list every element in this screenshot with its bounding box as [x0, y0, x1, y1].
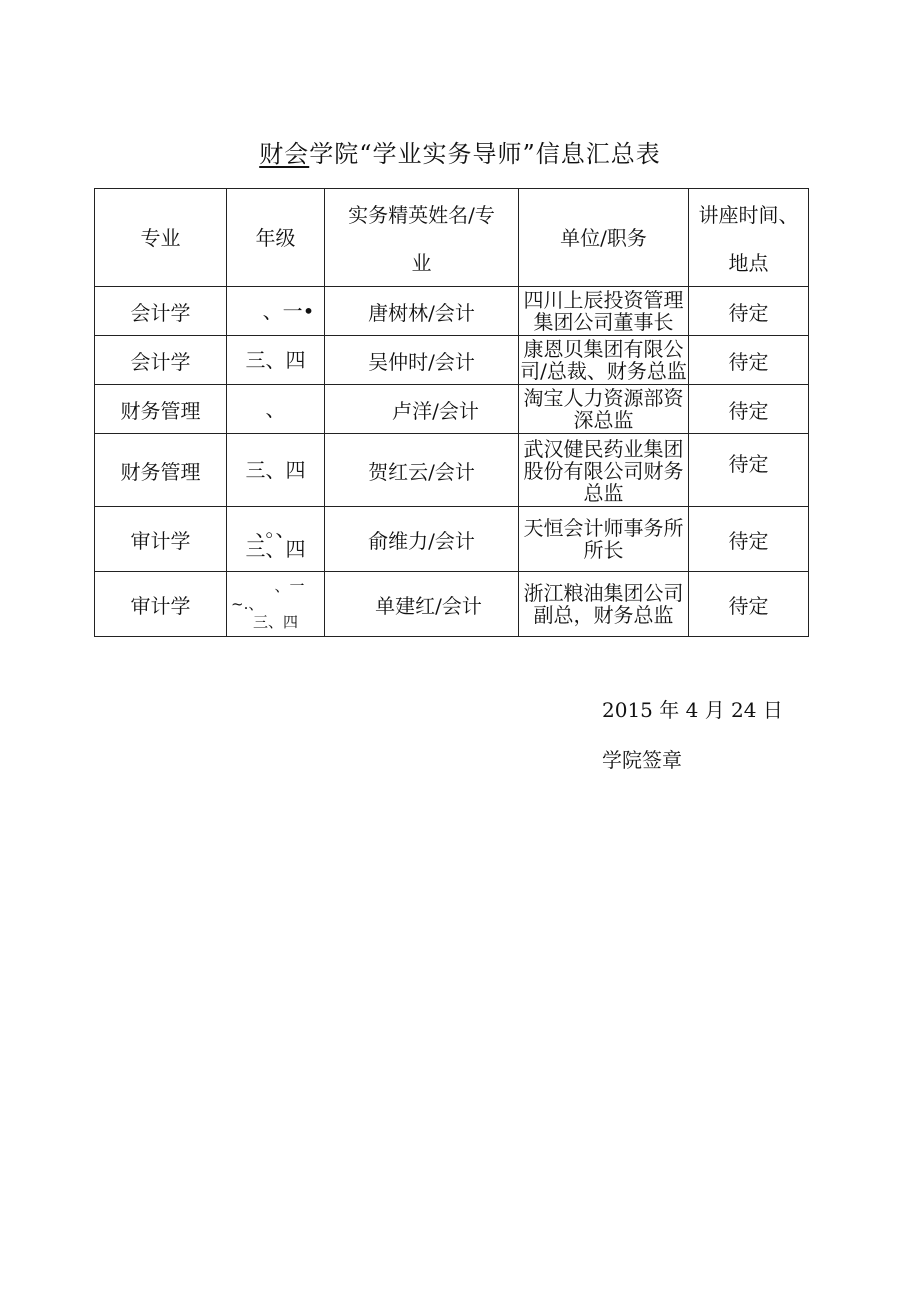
header-unit: 单位/职务: [519, 189, 689, 287]
mentor-info-table: [94, 188, 809, 637]
cell-major: 会计学: [95, 336, 227, 385]
header-schedule: [689, 189, 809, 287]
table-row: [95, 434, 809, 507]
header-grade: 年级: [227, 189, 325, 287]
cell-grade-line1: 、一: [274, 577, 305, 595]
cell-major: 审计学: [95, 572, 227, 637]
cell-schedule: 待定: [689, 507, 809, 572]
cell-unit: 武汉健民药业集团股份有限公司财务总监: [519, 434, 689, 507]
header-major: 专业: [95, 189, 227, 287]
page-title-rest: 学院“学业实务导师”信息汇总表: [309, 140, 661, 168]
header-mentor-line2: 业: [411, 250, 432, 275]
cell-mentor: [325, 572, 519, 637]
header-schedule-line1: 讲座时间、: [698, 202, 799, 227]
cell-grade: [227, 572, 325, 637]
cell-mentor-text: 卢洋/会计: [392, 398, 479, 423]
cell-schedule: 待定: [689, 434, 809, 507]
table-row: [95, 572, 809, 637]
cell-unit: 浙江粮油集团公司副总，财务总监: [519, 572, 689, 637]
cell-unit: 康恩贝集团有限公司/总裁、财务总监: [520, 337, 687, 383]
cell-grade: [227, 287, 325, 336]
page-title: [0, 134, 920, 169]
cell-grade-line2: ~.、: [231, 595, 264, 613]
page-title-underlined: 财会: [259, 140, 310, 168]
table-row: [95, 287, 809, 336]
cell-grade-line3: 三、四: [252, 613, 298, 631]
cell-major: 审计学: [95, 507, 227, 572]
table-row: [95, 385, 809, 434]
cell-grade: [227, 507, 325, 572]
cell-grade-line1: 、。、: [255, 517, 296, 541]
header-mentor-line1: 实务精英姓名/专: [348, 202, 495, 227]
cell-unit: 四川上辰投资管理集团公司董事长: [519, 287, 689, 336]
cell-grade: 、: [227, 385, 325, 434]
cell-schedule: 待定: [689, 287, 809, 336]
cell-grade-text: 、一•: [262, 299, 315, 323]
cell-major: 财务管理: [95, 434, 227, 507]
cell-mentor: [325, 385, 519, 434]
cell-mentor: 贺红云/会计: [325, 434, 519, 507]
cell-grade: 三、四: [227, 434, 325, 507]
cell-schedule: 待定: [689, 385, 809, 434]
cell-major: 财务管理: [95, 385, 227, 434]
header-mentor: [325, 189, 519, 287]
cell-schedule: 待定: [689, 336, 809, 385]
cell-unit: 淘宝人力资源部资深总监: [519, 385, 689, 434]
cell-mentor: 唐树林/会计: [325, 287, 519, 336]
cell-mentor: 俞维力/会计: [325, 507, 519, 572]
cell-mentor-text: 单建红/会计: [375, 593, 482, 618]
table-row: [95, 507, 809, 572]
header-schedule-line2: 地点: [728, 250, 769, 275]
table-row: [95, 336, 809, 385]
cell-mentor: 吴仲时/会计: [325, 336, 519, 385]
table-header-row: [95, 189, 809, 287]
cell-unit: 天恒会计师事务所所长: [519, 507, 689, 572]
signature-date: 2015 年 4 月 24 日: [602, 698, 783, 722]
cell-major: 会计学: [95, 287, 227, 336]
cell-grade-line2: 三、四: [245, 537, 306, 561]
college-seal-label: 学院签章: [602, 748, 682, 772]
cell-grade: 三、四: [227, 336, 325, 385]
cell-schedule: 待定: [689, 572, 809, 637]
